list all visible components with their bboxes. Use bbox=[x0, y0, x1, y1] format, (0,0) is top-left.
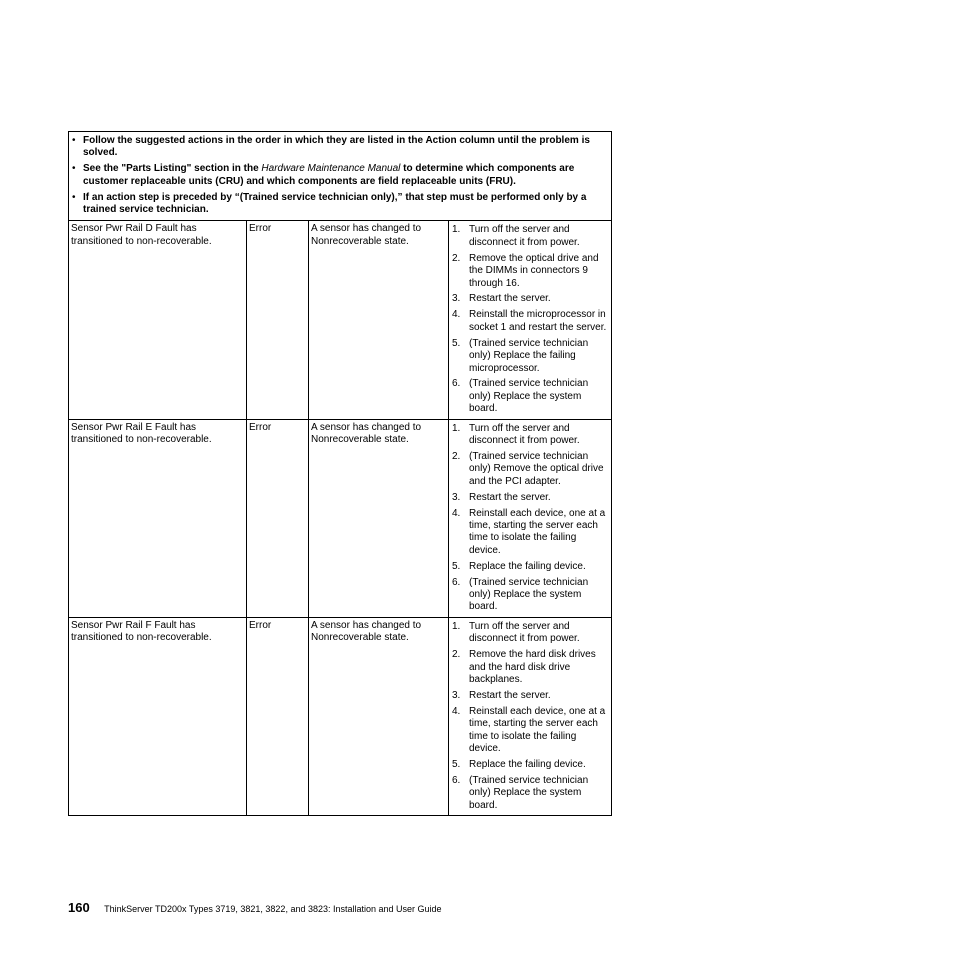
notes-row bbox=[69, 132, 612, 221]
step-text: (Trained service technician only) Replace the failing microprocessor. bbox=[469, 337, 589, 374]
note-text: to determine which components are customer replaceable units (CRU) and which components are field replaceable units (FRU). bbox=[83, 163, 575, 187]
page-footer bbox=[68, 899, 442, 917]
severity-cell: Error bbox=[247, 221, 309, 419]
step-text: Remove the hard disk drives and the hard disk drive backplanes. bbox=[469, 649, 596, 685]
note-item bbox=[72, 135, 607, 160]
step-number: 4. bbox=[452, 507, 461, 519]
step-text: Reinstall each device, one at a time, starting the server each time to isolate the failing device. bbox=[469, 705, 606, 754]
severity-cell: Error bbox=[247, 419, 309, 617]
step-text: Remove the optical drive and the DIMMs in connectors 9 through 16. bbox=[469, 252, 599, 289]
description-cell: A sensor has changed to Nonrecoverable state. bbox=[309, 617, 449, 815]
action-step bbox=[451, 706, 609, 756]
note-item bbox=[72, 192, 607, 217]
severity-cell: Error bbox=[247, 617, 309, 815]
action-steps bbox=[451, 223, 609, 415]
action-step bbox=[451, 492, 609, 504]
description-cell: A sensor has changed to Nonrecoverable state. bbox=[309, 221, 449, 419]
action-step bbox=[451, 338, 609, 375]
action-step bbox=[451, 577, 609, 614]
action-step bbox=[451, 253, 609, 290]
action-step bbox=[451, 309, 609, 334]
step-number: 5. bbox=[452, 758, 461, 770]
step-number: 4. bbox=[452, 705, 461, 717]
note-text: Follow the suggested actions in the order in which they are listed in the Action column until the problem is solved. bbox=[83, 135, 590, 159]
action-steps bbox=[451, 620, 609, 812]
step-text: Replace the failing device. bbox=[469, 560, 586, 572]
step-number: 1. bbox=[452, 620, 461, 632]
step-text: Reinstall the microprocessor in socket 1 and restart the server. bbox=[469, 309, 607, 333]
step-number: 2. bbox=[452, 450, 461, 462]
description-cell: A sensor has changed to Nonrecoverable state. bbox=[309, 419, 449, 617]
bullet-icon: • bbox=[72, 135, 76, 146]
step-text: (Trained service technician only) Replace the system board. bbox=[469, 774, 589, 811]
action-cell bbox=[449, 617, 612, 815]
action-step bbox=[451, 561, 609, 573]
note-text: See the "Parts Listing" section in the bbox=[83, 163, 262, 175]
bullet-icon: • bbox=[72, 191, 76, 203]
page-number: 160 bbox=[68, 900, 90, 915]
footer-title: ThinkServer TD200x Types 3719, 3821, 3822, and 3823: Installation and User Guide bbox=[104, 904, 442, 914]
step-number: 5. bbox=[452, 337, 461, 349]
step-number: 1. bbox=[452, 224, 461, 236]
step-text: Restart the server. bbox=[469, 491, 551, 503]
table-row bbox=[69, 617, 612, 815]
action-step bbox=[451, 378, 609, 415]
action-steps bbox=[451, 422, 609, 614]
step-number: 3. bbox=[452, 293, 461, 305]
note-text: Hardware Maintenance Manual bbox=[261, 163, 401, 175]
action-step bbox=[451, 775, 609, 812]
table-row bbox=[69, 419, 612, 617]
action-cell bbox=[449, 419, 612, 617]
step-text: (Trained service technician only) Remove the optical drive and the PCI adapter. bbox=[469, 450, 604, 487]
action-step bbox=[451, 649, 609, 686]
step-number: 6. bbox=[452, 774, 461, 786]
note-text: If an action step is preceded by “(Trained service technician only),” that step must be performed only by a trained service technician. bbox=[83, 191, 587, 216]
step-text: Replace the failing device. bbox=[469, 758, 586, 770]
step-text: Restart the server. bbox=[469, 293, 551, 305]
step-text: (Trained service technician only) Replace the system board. bbox=[469, 378, 589, 415]
action-cell bbox=[449, 221, 612, 419]
step-text: Turn off the server and disconnect it from power. bbox=[469, 224, 580, 248]
step-number: 6. bbox=[452, 576, 461, 588]
action-step bbox=[451, 621, 609, 646]
action-step bbox=[451, 423, 609, 448]
step-text: Reinstall each device, one at a time, starting the server each time to isolate the failing device. bbox=[469, 507, 606, 556]
step-text: Turn off the server and disconnect it from power. bbox=[469, 422, 580, 447]
action-step bbox=[451, 451, 609, 488]
action-step bbox=[451, 759, 609, 771]
bullet-icon: • bbox=[72, 163, 76, 175]
note-item bbox=[72, 163, 607, 188]
step-text: Turn off the server and disconnect it from power. bbox=[469, 620, 580, 645]
action-step bbox=[451, 690, 609, 702]
step-number: 2. bbox=[452, 649, 461, 661]
action-step bbox=[451, 224, 609, 249]
step-text: Restart the server. bbox=[469, 689, 551, 701]
table-row bbox=[69, 221, 612, 419]
step-number: 3. bbox=[452, 689, 461, 701]
step-number: 3. bbox=[452, 491, 461, 503]
step-number: 2. bbox=[452, 252, 461, 264]
notes-list bbox=[72, 135, 607, 216]
step-text: (Trained service technician only) Replace the system board. bbox=[469, 576, 589, 613]
action-step bbox=[451, 293, 609, 305]
step-number: 5. bbox=[452, 560, 461, 572]
action-step bbox=[451, 508, 609, 558]
step-number: 1. bbox=[452, 422, 461, 434]
step-number: 4. bbox=[452, 309, 461, 321]
message-cell: Sensor Pwr Rail D Fault has transitioned to non-recoverable. bbox=[69, 221, 247, 419]
message-cell: Sensor Pwr Rail F Fault has transitioned to non-recoverable. bbox=[69, 617, 247, 815]
message-cell: Sensor Pwr Rail E Fault has transitioned to non-recoverable. bbox=[69, 419, 247, 617]
step-number: 6. bbox=[452, 378, 461, 390]
error-message-table bbox=[68, 131, 612, 816]
notes-cell bbox=[69, 132, 612, 221]
